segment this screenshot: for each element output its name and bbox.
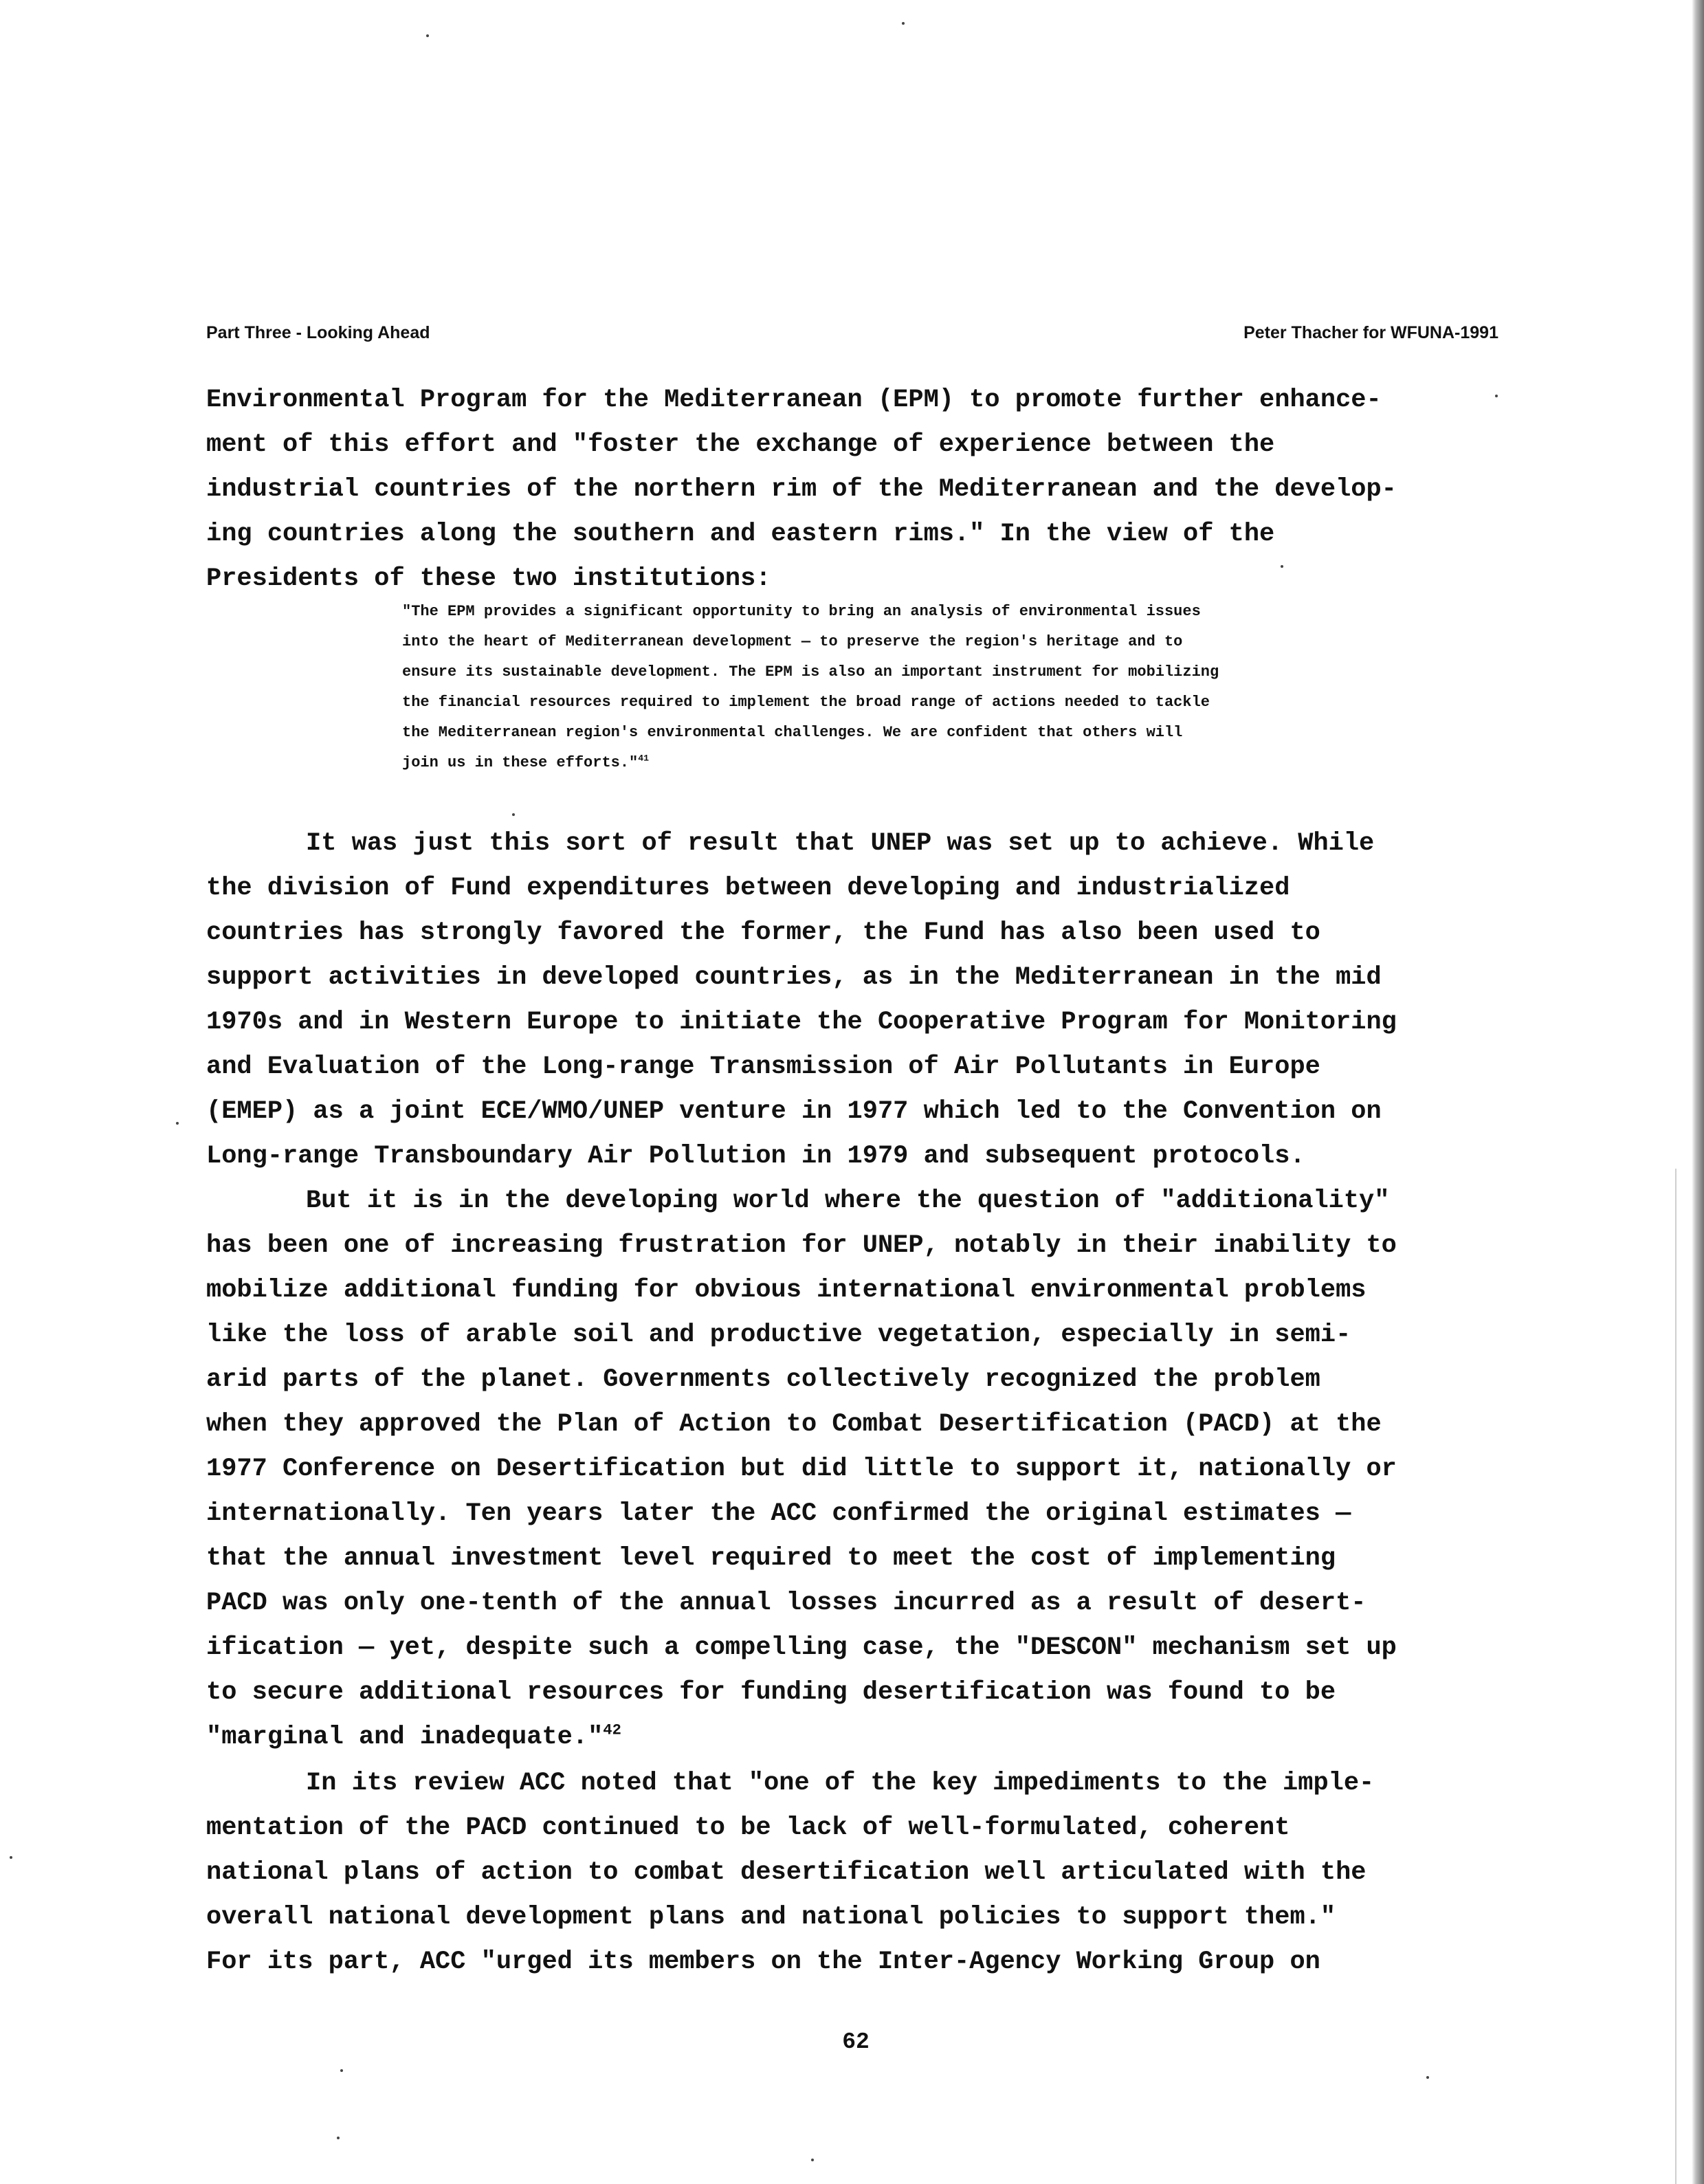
quote-line: ensure its sustainable development. The EPM is also an important instrument for mobilizing: [402, 663, 1219, 681]
text-line: the division of Fund expenditures between developing and industrialized: [206, 874, 1290, 903]
scan-speck: [902, 22, 905, 25]
text-line: support activities in developed countries, as in the Mediterranean in the mid: [206, 963, 1382, 992]
scan-edge-shadow: [1692, 0, 1704, 2184]
quote-line-last: [402, 748, 1502, 778]
quote-line: into the heart of Mediterranean development — to preserve the region's heritage and to: [402, 633, 1183, 650]
text-line-last: [206, 1715, 1498, 1760]
text-line: Environmental Program for the Mediterranean (EPM) to promote further enhance-: [206, 386, 1382, 415]
text-line: PACD was only one-tenth of the annual losses incurred as a result of desert-: [206, 1589, 1366, 1618]
text-line: that the annual investment level required to meet the cost of implementing: [206, 1544, 1336, 1573]
text-line: It was just this sort of result that UNEP was set up to achieve. While: [306, 829, 1375, 858]
text-line: ification — yet, despite such a compelling case, the "DESCON" mechanism set up: [206, 1633, 1397, 1662]
text-line: But it is in the developing world where the question of "additionality": [306, 1187, 1390, 1215]
footnote-marker: 42: [603, 1721, 621, 1739]
text-line: 1977 Conference on Desertification but did little to support it, nationally or: [206, 1455, 1397, 1483]
scan-speck: [426, 34, 429, 37]
text-line: internationally. Ten years later the ACC confirmed the original estimates —: [206, 1499, 1351, 1528]
text-line: mobilize additional funding for obvious international environmental problems: [206, 1276, 1366, 1305]
text-line: mentation of the PACD continued to be lack of well-formulated, coherent: [206, 1813, 1290, 1842]
paragraph-4: [206, 1761, 1498, 1985]
quote-text: join us in these efforts.": [402, 754, 639, 771]
quote-line: the Mediterranean region's environmental challenges. We are confident that others will: [402, 724, 1183, 741]
scan-speck: [337, 2137, 340, 2139]
text-line: Presidents of these two institutions:: [206, 564, 771, 593]
scan-speck: [1426, 2076, 1429, 2079]
text-line: has been one of increasing frustration for UNEP, notably in their inability to: [206, 1231, 1397, 1260]
text-line: to secure additional resources for funding desertification was found to be: [206, 1678, 1336, 1707]
text-line: like the loss of arable soil and productive vegetation, especially in semi-: [206, 1321, 1351, 1349]
scan-speck: [10, 1856, 12, 1859]
text-line: (EMEP) as a joint ECE/WMO/UNEP venture in 1977 which led to the Convention on: [206, 1097, 1382, 1126]
paragraph-1: [206, 378, 1498, 602]
block-quote: [402, 597, 1502, 778]
text-line: industrial countries of the northern rim of the Mediterranean and the develop-: [206, 475, 1397, 504]
text-line: ment of this effort and "foster the exchange of experience between the: [206, 430, 1275, 459]
text-line: and Evaluation of the Long-range Transmission of Air Pollutants in Europe: [206, 1052, 1320, 1081]
text-line: national plans of action to combat desertification well articulated with the: [206, 1858, 1366, 1887]
text-line: For its part, ACC "urged its members on the Inter-Agency Working Group on: [206, 1948, 1320, 1976]
text-line: overall national development plans and national policies to support them.": [206, 1903, 1336, 1932]
scan-speck: [811, 2159, 814, 2161]
scan-speck: [1495, 395, 1498, 397]
scan-speck: [340, 2069, 343, 2072]
quote-line: "The EPM provides a significant opportunity to bring an analysis of environmental issues: [402, 603, 1201, 620]
text-line: when they approved the Plan of Action to Combat Desertification (PACD) at the: [206, 1410, 1382, 1439]
paragraph-2: [206, 821, 1498, 1179]
scan-speck: [1281, 565, 1283, 568]
text-line: 1970s and in Western Europe to initiate the Cooperative Program for Monitoring: [206, 1008, 1397, 1037]
scan-speck: [512, 813, 515, 816]
text-line: ing countries along the southern and eastern rims." In the view of the: [206, 520, 1275, 549]
text-line: Long-range Transboundary Air Pollution in 1979 and subsequent protocols.: [206, 1142, 1305, 1171]
text-line: arid parts of the planet. Governments collectively recognized the problem: [206, 1365, 1320, 1394]
text-line: In its review ACC noted that "one of the key impediments to the imple-: [306, 1769, 1375, 1798]
header-author: Peter Thacher for WFUNA-1991: [1243, 323, 1498, 342]
scan-edge-line: [1675, 1169, 1677, 2184]
page-number: 62: [842, 2029, 870, 2055]
quote-line: the financial resources required to implement the broad range of actions needed to tackle: [402, 694, 1210, 711]
scan-speck: [176, 1122, 179, 1125]
paragraph-3: [206, 1179, 1498, 1760]
text-span: "marginal and inadequate.": [206, 1723, 604, 1752]
text-line: countries has strongly favored the former, the Fund has also been used to: [206, 918, 1320, 947]
header-section-title: Part Three - Looking Ahead: [206, 323, 430, 342]
running-header: [206, 323, 1498, 351]
footnote-marker: 41: [638, 753, 650, 764]
